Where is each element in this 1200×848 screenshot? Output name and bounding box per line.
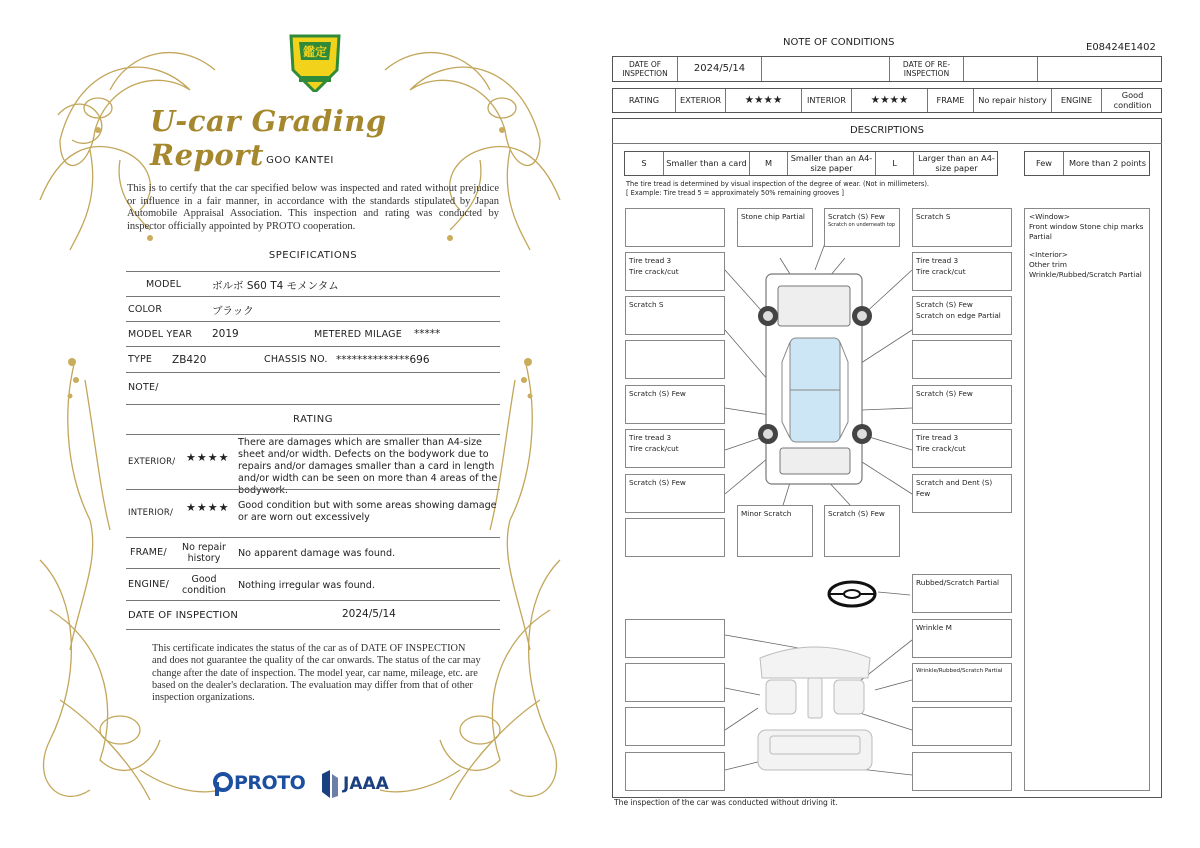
note-of-conditions — [600, 0, 1200, 848]
note-box-right-7 — [912, 474, 1012, 513]
note-box-left-7 — [625, 474, 725, 513]
certificate-footer: This certificate indicates the status of the car as of DATE OF INSPECTION and does not guarantee the quality of the car onwards. The status of the car may change after the date of inspection. The model year, car name, mileage, etc. are based on the dealer's declaration. The evaluation may differ from that of other inspection organizations. — [152, 643, 481, 704]
spec-row-type — [126, 346, 500, 372]
doi-label: DATE OF INSPECTION — [128, 610, 239, 621]
intro-paragraph: This is to certify that the car specified below was inspected and rated without prejudice or influence in a fair manner, in accordance with the standards stipulated by Japan Automobile Appraisal Association. This inspection and rating was conducted by inspector officially appointed by PROTO cooperation. — [127, 183, 499, 232]
note-box-right-4 — [912, 340, 1012, 379]
note-box-left-5 — [625, 385, 725, 424]
spec-row-note — [126, 372, 500, 404]
model-label: MODEL — [146, 279, 182, 290]
note-right-6a: Tire tread 3 — [916, 433, 959, 442]
rating-heading: RATING — [293, 414, 333, 425]
interior-label-text: INTERIOR — [807, 94, 846, 105]
doi-label-text: DATE OF INSPECTION — [622, 59, 668, 78]
color-value: ブラック — [212, 305, 254, 317]
interior-description: Good condition but with some areas showing damage or are worn out excessively — [238, 500, 497, 523]
note-interior-1: Wrinkle M — [916, 623, 952, 632]
mileage-label: METERED MILAGE — [314, 329, 402, 340]
note-left-2a: Tire tread 3 — [629, 256, 672, 265]
report-title: U-car Grading Report — [150, 104, 387, 172]
legend-m-desc-text: Smaller than an A4-size paper — [790, 153, 873, 173]
goo-kantei-badge — [287, 30, 343, 92]
note-right-3a: Scratch (S) Few — [916, 300, 973, 309]
note-left-7: Scratch (S) Few — [629, 478, 686, 487]
model-year-value: 2019 — [212, 328, 239, 340]
chassis-label: CHASSIS NO. — [264, 354, 328, 365]
legend-s-desc-text: Smaller than a card — [666, 157, 747, 168]
note-top-3-sub: Scratch on underneath top — [828, 222, 896, 228]
note-box-interior-left-3 — [625, 707, 725, 746]
reinspection-label-text: DATE OF RE-INSPECTION — [902, 59, 951, 78]
note-bottom-3: Scratch (S) Few — [828, 509, 885, 518]
legend-s-text: S — [641, 157, 647, 168]
noc-heading: NOTE OF CONDITIONS — [783, 37, 895, 48]
exterior-stars: ★★★★ — [186, 451, 230, 464]
summary-interior-label: <Interior> — [1029, 250, 1068, 259]
summary-window-text: Front window Stone chip marks Partial — [1029, 222, 1144, 241]
jaaa-logo-text: JAAA — [343, 774, 389, 794]
summary-window-label: <Window> — [1029, 212, 1070, 221]
chassis-value: **************696 — [336, 354, 430, 366]
note-box-interior-left-4 — [625, 752, 725, 791]
spec-row-year — [126, 321, 500, 346]
note-right-3b: Scratch on edge Partial — [916, 311, 1001, 320]
note-left-2b: Tire crack/cut — [629, 267, 679, 276]
engine-label: ENGINE/ — [128, 579, 169, 590]
note-box-interior-left-1 — [625, 619, 725, 658]
exterior-description: There are damages which are smaller than A4-size sheet and/or width. Defects on the bodywork due to repairs and/or damages smaller than a card in length and/or width can be seen on more than 4 areas of the bodywork. — [238, 437, 498, 496]
note-label: NOTE/ — [128, 382, 159, 393]
badge-text: 鑑定 — [302, 45, 327, 59]
note-box-left-3 — [625, 296, 725, 335]
doi-value-text: 2024/5/14 — [693, 63, 746, 75]
engine-description: Nothing irregular was found. — [238, 580, 375, 591]
note-box-steering — [912, 574, 1012, 613]
interior-stars-text: ★★★★ — [870, 93, 909, 106]
type-label: TYPE — [128, 354, 153, 365]
note-box-top-4 — [912, 208, 1012, 247]
note-left-6a: Tire tread 3 — [629, 433, 672, 442]
note-box-right-3 — [912, 296, 1012, 335]
legend-l-desc-text: Larger than an A4-size paper — [918, 153, 995, 173]
frame-label: FRAME/ — [130, 547, 167, 558]
note-box-interior-left-2 — [625, 663, 725, 702]
tire-note-1: The tire tread is determined by visual inspection of the degree of wear. (Not in millimeters). — [626, 180, 930, 188]
note-left-5: Scratch (S) Few — [629, 389, 686, 398]
report-subtitle: GOO KANTEI — [266, 155, 334, 166]
note-box-interior-3 — [912, 707, 1012, 746]
note-right-2b: Tire crack/cut — [916, 267, 966, 276]
summary-interior-text: Other trim Wrinkle/Rubbed/Scratch Partial — [1029, 260, 1142, 279]
note-box-top-2 — [737, 208, 813, 247]
type-value: ZB420 — [172, 354, 207, 366]
spec-row-model — [126, 271, 500, 296]
engine-label-text: ENGINE — [1060, 94, 1093, 105]
note-box-left-6 — [625, 429, 725, 468]
note-box-right-2 — [912, 252, 1012, 291]
note-steering: Rubbed/Scratch Partial — [916, 578, 1000, 587]
spec-heading: SPECIFICATIONS — [268, 250, 358, 261]
note-box-top-1 — [625, 208, 725, 247]
engine-value: Good condition — [182, 574, 226, 596]
note-box-right-6 — [912, 429, 1012, 468]
note-box-interior-4 — [912, 752, 1012, 791]
note-box-top-3 — [824, 208, 900, 247]
tire-note-2: [ Example: Tire tread 5 = approximately 50% remaining grooves ] — [626, 189, 844, 197]
note-top-4: Scratch S — [916, 212, 951, 221]
frame-label-text: FRAME — [936, 94, 965, 105]
note-box-bottom-2 — [737, 505, 813, 557]
spec-divider — [126, 404, 500, 405]
car-top-view-icon — [750, 262, 880, 494]
model-year-label: MODEL YEAR — [128, 329, 193, 340]
rating-label-text: RATING — [628, 94, 660, 105]
note-box-interior-2 — [912, 663, 1012, 702]
note-bottom-2: Minor Scratch — [741, 509, 792, 518]
legend-m-text: M — [764, 157, 773, 168]
frame-description: No apparent damage was found. — [238, 548, 396, 559]
exterior-stars-text: ★★★★ — [744, 93, 783, 106]
badge-shield-icon — [287, 30, 343, 92]
legend-l-text: L — [892, 157, 897, 168]
legend-few-desc-text: More than 2 points — [1068, 157, 1147, 168]
note-box-right-5 — [912, 385, 1012, 424]
doi-value: 2024/5/14 — [342, 608, 396, 620]
model-value: ボルボ S60 T4 モメンタム — [212, 280, 339, 292]
note-right-7: Scratch and Dent (S) Few — [916, 478, 993, 498]
descriptions-heading-text: DESCRIPTIONS — [849, 125, 925, 136]
exterior-label-text: EXTERIOR — [679, 94, 722, 105]
frame-value-text: No repair history — [978, 94, 1047, 105]
proto-logo-text: PROTO — [234, 772, 306, 794]
interior-label: INTERIOR/ — [128, 508, 174, 518]
note-box-left-4 — [625, 340, 725, 379]
proto-logo-icon — [212, 771, 234, 797]
note-left-6b: Tire crack/cut — [629, 444, 679, 453]
row-date-of-inspection — [126, 600, 500, 630]
note-interior-2: Wrinkle/Rubbed/Scratch Partial — [916, 668, 1003, 674]
steering-wheel-icon — [826, 579, 878, 609]
note-box-bottom-1 — [625, 518, 725, 557]
note-right-2a: Tire tread 3 — [916, 256, 959, 265]
summary-box — [1024, 208, 1150, 791]
note-right-5: Scratch (S) Few — [916, 389, 973, 398]
interior-stars: ★★★★ — [186, 501, 230, 514]
car-interior-view-icon — [750, 638, 880, 778]
document-id: E08424E1402 — [1086, 42, 1156, 53]
jaaa-logo-icon — [320, 770, 340, 798]
color-label: COLOR — [128, 304, 163, 315]
note-left-3: Scratch S — [629, 300, 664, 309]
legend-few-text: Few — [1036, 157, 1052, 168]
engine-value-text: Good condition — [1113, 90, 1152, 110]
note-top-3: Scratch (S) Few — [828, 212, 885, 221]
rating-row-frame — [126, 537, 500, 568]
mileage-value: ***** — [414, 328, 441, 340]
report-footer: The inspection of the car was conducted without driving it. — [614, 798, 838, 807]
exterior-label: EXTERIOR/ — [128, 457, 176, 467]
note-top-2: Stone chip Partial — [741, 212, 805, 221]
spec-row-color — [126, 296, 500, 321]
logo-bar — [212, 770, 402, 800]
note-box-left-2 — [625, 252, 725, 291]
note-box-interior-1 — [912, 619, 1012, 658]
rating-row-engine — [126, 568, 500, 600]
note-right-6b: Tire crack/cut — [916, 444, 966, 453]
note-box-bottom-3 — [824, 505, 900, 557]
frame-value: No repair history — [182, 542, 226, 564]
